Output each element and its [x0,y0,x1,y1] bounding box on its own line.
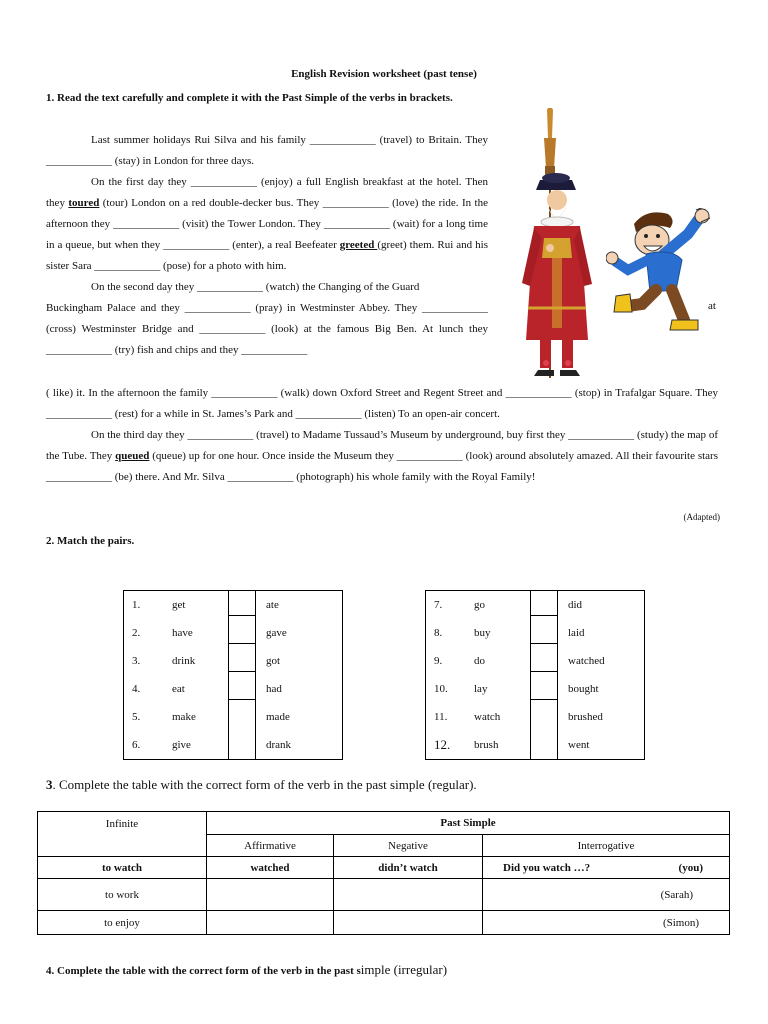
match-number: 4. [124,675,163,703]
header-interrogative: Interrogative [483,835,730,857]
match-past: drank [256,731,343,760]
answer-box[interactable] [531,619,558,647]
match-number: 3. [124,647,163,675]
header-negative: Negative [334,835,483,857]
subject-hint: (you) [678,861,703,874]
match-row [124,731,343,760]
match-past: ate [256,591,343,620]
match-past: went [558,731,645,760]
match-row [426,675,645,703]
cell-infinitive: to watch [38,857,207,879]
header-affirmative: Affirmative [207,835,334,857]
cell-infinitive: to work [38,879,207,911]
match-past: watched [558,647,645,675]
match-verb: watch [474,711,501,723]
text-run: On the first day they ____________ (enjoy) a full English breakfast at the hotel. Then they [46,176,488,209]
match-verb: have [172,627,193,639]
interrogative-text: Did you watch …? [503,861,591,874]
exercise-1-text [46,130,488,361]
exercise-3-heading [46,777,477,793]
cell-interrogative [483,857,730,879]
answer-box[interactable] [531,731,558,760]
answer-cell-affirmative[interactable] [207,879,334,911]
past-simple-table [37,811,730,935]
text-run: (tour) London on a red double-decker bus. They ____________ (love) the ride. In the afternoon they ____________ (visit) the Tower London. They ____________ (wait) for a long time in a queue, but when they ____________ (enter), a real Beefeater [46,197,488,251]
answer-box[interactable] [229,675,256,703]
match-verb: go [464,591,531,620]
answer-box[interactable] [229,731,256,760]
subject-hint: (Sarah) [660,888,693,901]
subject-hint: (Simon) [662,916,699,929]
cell-negative: didn’t watch [334,857,483,879]
match-number: 12. [426,731,465,760]
match-number: 5. [124,703,163,731]
exercise-instruction: . Complete the table with the correct form of the verb in the past simple (regular). [52,777,477,792]
match-verb: make [172,711,196,723]
answer-box[interactable] [531,647,558,675]
cell-infinitive: to enjoy [38,911,207,935]
exercise-number: 3 [46,777,53,792]
match-row [124,591,343,620]
answer-cell-interrogative[interactable] [483,879,730,911]
match-row [426,703,645,731]
match-table-right [425,590,645,760]
match-row [124,675,343,703]
match-past: laid [558,619,645,647]
table-row [38,911,730,935]
match-past: made [256,703,343,731]
cell-affirmative: watched [207,857,334,879]
match-row [426,647,645,675]
answer-box[interactable] [229,647,256,675]
match-number: 2. [124,619,163,647]
match-verb: do [474,655,485,667]
text-run: (greet) them. Rui and his sister Sara ____________ (pose) for a photo with him. [46,239,488,272]
header-infinite: Infinite [38,812,207,857]
exercise-1-text-wide [46,383,718,488]
match-number: 6. [124,731,163,760]
adapted-note: (Adapted) [683,512,720,522]
answer-box[interactable] [229,619,256,647]
exercise-1-heading: 1. Read the text carefully and complete it with the Past Simple of the verbs in brackets. [46,92,453,104]
answer-box[interactable] [229,703,256,731]
paragraph-3-end: ( like) it. In the afternoon the family ____________ (walk) down Oxford Street and Regent Street and ____________ (stop) in Trafalgar Square. They ____________ (rest) for a while in St. James’s Park and ____________ (listen) To an open-air concert. [46,387,718,420]
match-row [124,703,343,731]
match-number: 11. [426,703,465,731]
example-answer-toured: toured [68,197,100,209]
exercise-4-heading-bold: 4. Complete the table with the correct form of the verb in the past s [46,965,361,977]
header-past-simple: Past Simple [207,812,730,835]
table-header-row [38,812,730,835]
paragraph-3-at: at [708,300,716,312]
match-verb: buy [474,627,491,639]
match-row [426,591,645,620]
table-row [38,879,730,911]
match-verb: lay [474,683,488,695]
exercise-2-heading: 2. Match the pairs. [46,535,135,547]
text-run: On the third day they ____________ (travel) to Madame Tussaud’s Museum by underground, buy first they ____________ (study) the map of the Tube. They [46,429,718,462]
match-row [426,619,645,647]
match-table-left [123,590,343,760]
answer-cell-affirmative[interactable] [207,911,334,935]
text-run: On the second day they ____________ (watch) the Changing of the Guard [91,281,420,293]
match-row [124,619,343,647]
match-verb: brush [464,731,531,760]
answer-cell-negative[interactable] [334,879,483,911]
beefeater-illustration [514,108,596,380]
answer-cell-interrogative[interactable] [483,911,730,935]
worksheet-title: English Revision worksheet (past tense) [291,68,477,80]
match-number: 8. [426,619,465,647]
paragraph-3-start [46,277,488,298]
answer-cell-negative[interactable] [334,911,483,935]
match-past: had [256,675,343,703]
match-past: bought [558,675,645,703]
match-past: gave [256,619,343,647]
match-verb: get [162,591,229,620]
match-number: 7. [426,591,465,620]
match-number: 9. [426,647,465,675]
answer-box[interactable] [531,591,558,620]
paragraph-2 [46,172,488,277]
match-row [426,731,645,760]
example-answer-greeted: greeted [339,239,378,251]
example-answer-queued: queued [115,450,150,462]
dancing-boy-illustration [606,208,724,332]
paragraph-3-continued: Buckingham Palace and they ____________ (pray) in Westminster Abbey. They ____________ (cross) Westminster Bridge and ____________ (look) at the famous Big Ben. At lunch they ____________ (try) fish and chips and they ____________ [46,302,488,356]
match-row [124,647,343,675]
match-verb: eat [172,683,185,695]
exercise-4-heading [46,962,447,978]
text-run: (queue) up for one hour. Once inside the Museum they ____________ (look) around absolutely amazed. All their favourite stars ____________ (be) there. And Mr. Silva ____________ (photograph) his whole family with the Royal Family! [46,450,719,483]
answer-box[interactable] [531,675,558,703]
paragraph-1: Last summer holidays Rui Silva and his family ____________ (travel) to Britain. They ____________ (stay) in London for three days. [46,134,488,167]
paragraph-4 [46,425,718,488]
match-verb: give [162,731,229,760]
match-past: did [558,591,645,620]
answer-box[interactable] [229,591,256,620]
match-verb: drink [172,655,196,667]
match-past: got [256,647,343,675]
match-number: 10. [426,675,465,703]
match-number: 1. [124,591,163,620]
exercise-4-heading-rest: imple (irregular) [360,962,448,977]
answer-box[interactable] [531,703,558,731]
match-past: brushed [558,703,645,731]
table-row [38,857,730,879]
